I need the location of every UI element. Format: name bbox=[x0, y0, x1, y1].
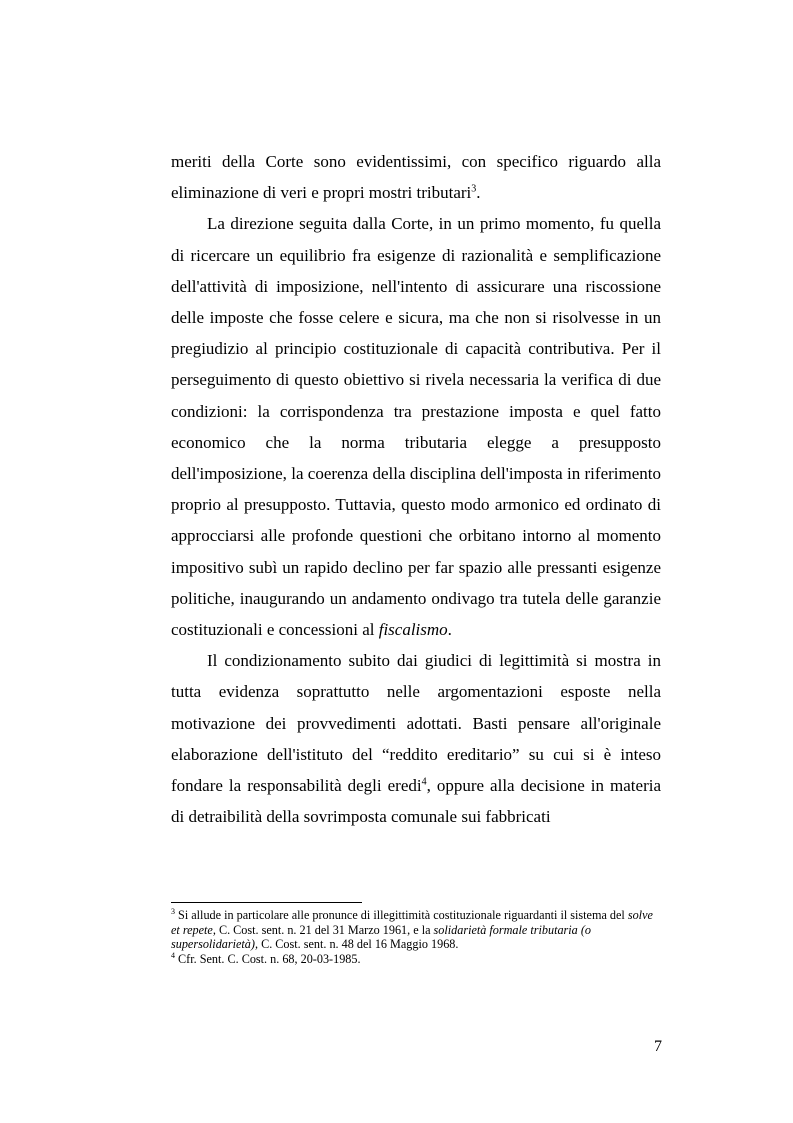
footnote-4-text: Cfr. Sent. C. Cost. n. 68, 20-03-1985. bbox=[175, 951, 361, 966]
paragraph-3-text: Il condizionamento subito dai giudici di legittimità si mostra in tutta evidenza soprattutto nelle argomentazioni esposte nella motivazione dei provvedimenti adottati. Basti pensare all'originale elaborazione dell'istituto del “reddito ereditario” su cui si è inteso fondare la responsabilità degli eredi bbox=[171, 651, 661, 796]
footnotes bbox=[171, 908, 663, 966]
paragraph-2-text: La direzione seguita dalla Corte, in un primo momento, fu quella di ricercare un equilibrio fra esigenze di razionalità e semplificazione dell'attività di imposizione, nell'intento di assicurare una riscossione delle imposte che fosse celere e sicura, ma che non si risolvesse in un pregiudizio al principio costituzionale di capacità contributiva. Per il perseguimento di questo obiettivo si rivela necessaria la verifica di due condizioni: la corrispondenza tra prestazione imposta e quel fatto economico che la norma tributaria elegge a presupposto dell'imposizione, la coerenza della disciplina dell'imposta in riferimento proprio al presupposto. Tuttavia, questo modo armonico ed ordinato di approcciarsi alle profonde questioni che orbitano intorno al momento impositivo subì un rapido declino per far spazio alle pressanti esigenze politiche, inaugurando un andamento ondivago tra tutela delle garanzie costituzionali e concessioni al bbox=[171, 214, 661, 640]
footnote-ref-3: 3 bbox=[471, 183, 477, 195]
footnote-divider bbox=[171, 902, 362, 903]
paragraph-2-end: . bbox=[447, 620, 452, 640]
footnote-3-italic-a: solve et repete, bbox=[171, 908, 653, 937]
footnote-3-text-c: C. Cost. sent. n. 48 del 16 Maggio 1968. bbox=[258, 937, 459, 952]
paragraph-3-end: , oppure alla decisione in materia di detraibilità della sovrimposta comunale sui fabbricati bbox=[171, 776, 661, 827]
footnote-4-number: 4 bbox=[171, 950, 175, 960]
footnote-3-text-b: C. Cost. sent. n. 21 del 31 Marzo 1961, e la bbox=[215, 922, 434, 937]
footnote-ref-4: 4 bbox=[421, 776, 427, 788]
paragraph-2 bbox=[171, 208, 661, 645]
body-text bbox=[171, 146, 661, 832]
paragraph-1-end: . bbox=[476, 183, 481, 203]
footnote-4 bbox=[171, 952, 663, 967]
footnote-3-italic-b: solidarietà formale tributaria (o supersolidarietà), bbox=[171, 922, 591, 952]
page-number: 7 bbox=[654, 1038, 662, 1055]
paragraph-1-text: meriti della Corte sono evidentissimi, con specifico riguardo alla eliminazione di veri e propri mostri tributari bbox=[171, 152, 661, 203]
footnote-3 bbox=[171, 908, 663, 952]
footnote-3-number: 3 bbox=[171, 906, 175, 916]
fiscalismo-term: fiscalismo bbox=[378, 620, 448, 640]
paragraph-1 bbox=[171, 146, 661, 208]
paragraph-3 bbox=[171, 645, 661, 832]
footnote-3-text-a: Si allude in particolare alle pronunce di illegittimità costituzionale riguardanti il sistema del bbox=[175, 908, 628, 922]
